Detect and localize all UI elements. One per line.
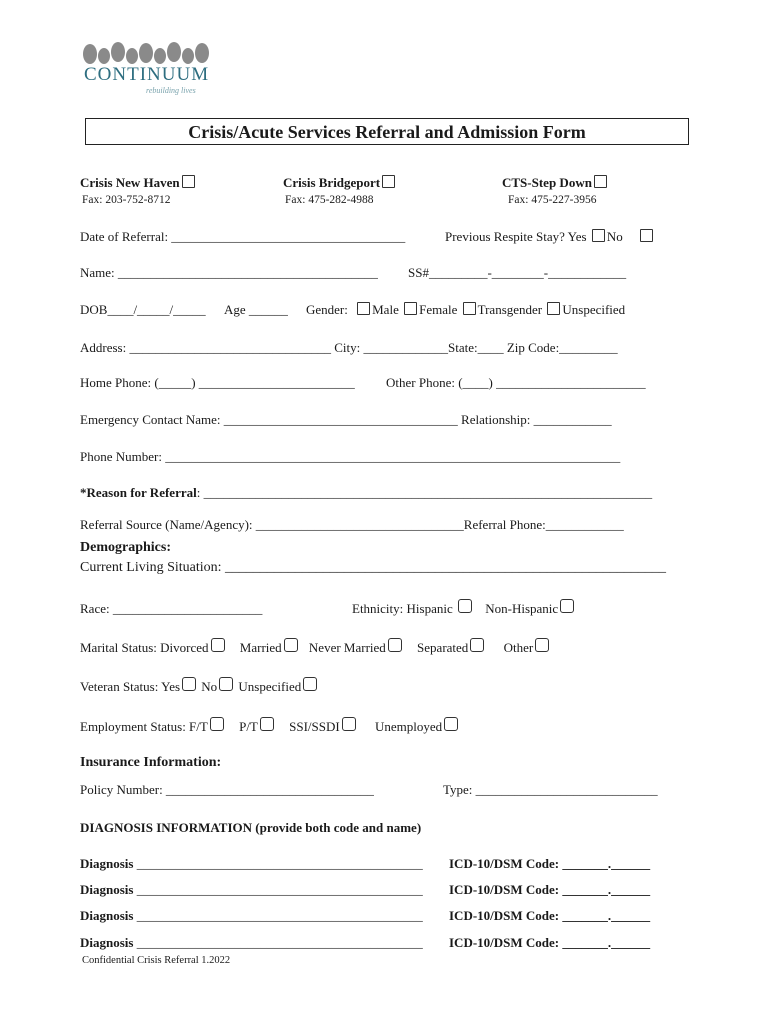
icd-code-field[interactable]: ICD-10/DSM Code: _______.______ xyxy=(449,935,651,950)
other-checkbox[interactable] xyxy=(535,638,549,652)
location-label: Crisis Bridgeport xyxy=(283,175,381,190)
logo-wordmark: CONTINUUM xyxy=(84,64,210,85)
insurance-heading: Insurance Information: xyxy=(80,755,222,770)
gender-label: Gender: xyxy=(306,302,348,317)
emergency-contact-field[interactable]: Emergency Contact Name: ____________________________________ Relationship: ____________ xyxy=(80,412,612,427)
married-checkbox[interactable] xyxy=(284,638,298,652)
footer-text: Confidential Crisis Referral 1.2022 xyxy=(82,955,231,966)
female-label: Female xyxy=(419,302,458,317)
location-bridgeport xyxy=(283,175,397,191)
transgender-label: Transgender xyxy=(477,302,543,317)
location-label: CTS-Step Down xyxy=(502,175,592,190)
icd-code-field[interactable]: ICD-10/DSM Code: _______.______ xyxy=(449,908,651,923)
gender-row xyxy=(306,302,625,318)
location-new-haven xyxy=(80,175,197,191)
never-married-label: Never Married xyxy=(308,640,386,655)
bridgeport-checkbox[interactable] xyxy=(382,175,395,188)
respite-no-checkbox[interactable] xyxy=(640,229,653,242)
dob-field[interactable]: DOB____/_____/_____ xyxy=(80,302,206,317)
fax-step-down: Fax: 475-227-3956 xyxy=(508,194,597,206)
logo-tagline: rebuilding lives xyxy=(146,86,196,95)
referral-source-field[interactable]: Referral Source (Name/Agency): ________________________________Referral Phone:____________ xyxy=(80,517,624,532)
employment-status-row xyxy=(80,717,460,735)
phone-number-field[interactable]: Phone Number: ______________________________________________________________________ xyxy=(80,449,621,464)
fax-new-haven: Fax: 203-752-8712 xyxy=(82,194,171,206)
new-haven-checkbox[interactable] xyxy=(182,175,195,188)
people-silhouette-icon xyxy=(82,42,216,66)
icd-code-field[interactable]: ICD-10/DSM Code: _______.______ xyxy=(449,882,651,897)
policy-number-field[interactable]: Policy Number: ________________________________ xyxy=(80,782,374,797)
transgender-checkbox[interactable] xyxy=(463,302,476,315)
diagnosis-row[interactable] xyxy=(80,908,423,924)
ethnicity-label: Ethnicity: Hispanic xyxy=(352,601,453,616)
fax-bridgeport: Fax: 475-282-4988 xyxy=(285,194,374,206)
diagnosis-label: Diagnosis xyxy=(80,856,134,871)
never-married-checkbox[interactable] xyxy=(388,638,402,652)
step-down-checkbox[interactable] xyxy=(594,175,607,188)
continuum-logo xyxy=(80,42,220,98)
previous-respite-label: Previous Respite Stay? Yes xyxy=(445,229,587,244)
male-checkbox[interactable] xyxy=(357,302,370,315)
diagnosis-row[interactable] xyxy=(80,856,423,872)
unemployed-checkbox[interactable] xyxy=(444,717,458,731)
previous-respite-row xyxy=(445,229,655,245)
diagnosis-line: ____________________________________________ xyxy=(133,908,423,923)
marital-label: Marital Status: Divorced xyxy=(80,640,209,655)
divorced-checkbox[interactable] xyxy=(211,638,225,652)
location-step-down xyxy=(502,175,609,191)
diagnosis-row[interactable] xyxy=(80,882,423,898)
unemployed-label: Unemployed xyxy=(374,719,443,734)
married-label: Married xyxy=(239,640,282,655)
veteran-unspecified-checkbox[interactable] xyxy=(303,677,317,691)
separated-label: Separated xyxy=(417,640,469,655)
non-hispanic-label: Non-Hispanic xyxy=(485,601,559,616)
diagnosis-row[interactable] xyxy=(80,935,423,951)
form-title: Crisis/Acute Services Referral and Admission Form xyxy=(85,118,689,145)
age-field[interactable]: Age ______ xyxy=(224,302,288,317)
other-label: Other xyxy=(503,640,534,655)
ft-checkbox[interactable] xyxy=(210,717,224,731)
diagnosis-line: ____________________________________________ xyxy=(133,882,423,897)
diagnosis-heading: DIAGNOSIS INFORMATION (provide both code and name) xyxy=(80,820,422,835)
diagnosis-label: Diagnosis xyxy=(80,935,134,950)
demographics-heading: Demographics: xyxy=(80,540,171,555)
diagnosis-label: Diagnosis xyxy=(80,882,134,897)
diagnosis-line: ____________________________________________ xyxy=(133,856,423,871)
female-checkbox[interactable] xyxy=(404,302,417,315)
respite-no-label: No xyxy=(606,229,623,244)
home-phone-field[interactable]: Home Phone: (_____) ________________________ xyxy=(80,375,355,390)
pt-checkbox[interactable] xyxy=(260,717,274,731)
living-situation-field[interactable]: Current Living Situation: _______________________________________________________________ xyxy=(80,560,667,575)
reason-line: : _____________________________________________________________________ xyxy=(196,485,653,500)
employment-label: Employment Status: F/T xyxy=(80,719,208,734)
location-label: Crisis New Haven xyxy=(80,175,180,190)
veteran-unspecified-label: Unspecified xyxy=(238,679,302,694)
icd-code-field[interactable]: ICD-10/DSM Code: _______.______ xyxy=(449,856,651,871)
veteran-yes-checkbox[interactable] xyxy=(182,677,196,691)
ssi-checkbox[interactable] xyxy=(342,717,356,731)
male-label: Male xyxy=(372,302,399,317)
reason-for-referral-field[interactable] xyxy=(80,485,652,501)
address-field[interactable]: Address: _______________________________ City: _____________State:____ Zip Code:_________ xyxy=(80,340,618,355)
diagnosis-label: Diagnosis xyxy=(80,908,134,923)
veteran-status-row xyxy=(80,677,319,695)
race-field[interactable]: Race: _______________________ xyxy=(80,601,263,616)
insurance-type-field[interactable]: Type: ____________________________ xyxy=(443,782,658,797)
marital-status-row xyxy=(80,638,551,656)
respite-yes-checkbox[interactable] xyxy=(592,229,605,242)
separated-checkbox[interactable] xyxy=(470,638,484,652)
ssi-label: SSI/SSDI xyxy=(289,719,340,734)
ethnicity-row xyxy=(352,599,576,617)
diagnosis-line: ____________________________________________ xyxy=(133,935,423,950)
hispanic-checkbox[interactable] xyxy=(458,599,472,613)
veteran-no-checkbox[interactable] xyxy=(219,677,233,691)
other-phone-field[interactable]: Other Phone: (____) _______________________ xyxy=(386,375,646,390)
pt-label: P/T xyxy=(239,719,258,734)
unspecified-checkbox[interactable] xyxy=(547,302,560,315)
date-of-referral-field[interactable]: Date of Referral: ____________________________________ xyxy=(80,229,406,244)
veteran-label: Veteran Status: Yes xyxy=(80,679,181,694)
veteran-no-label: No xyxy=(201,679,218,694)
ss-field[interactable]: SS#_________-________-____________ xyxy=(408,265,627,280)
name-field[interactable]: Name: ________________________________________ xyxy=(80,265,378,280)
unspecified-label: Unspecified xyxy=(562,302,626,317)
reason-label: *Reason for Referral xyxy=(80,485,197,500)
non-hispanic-checkbox[interactable] xyxy=(560,599,574,613)
